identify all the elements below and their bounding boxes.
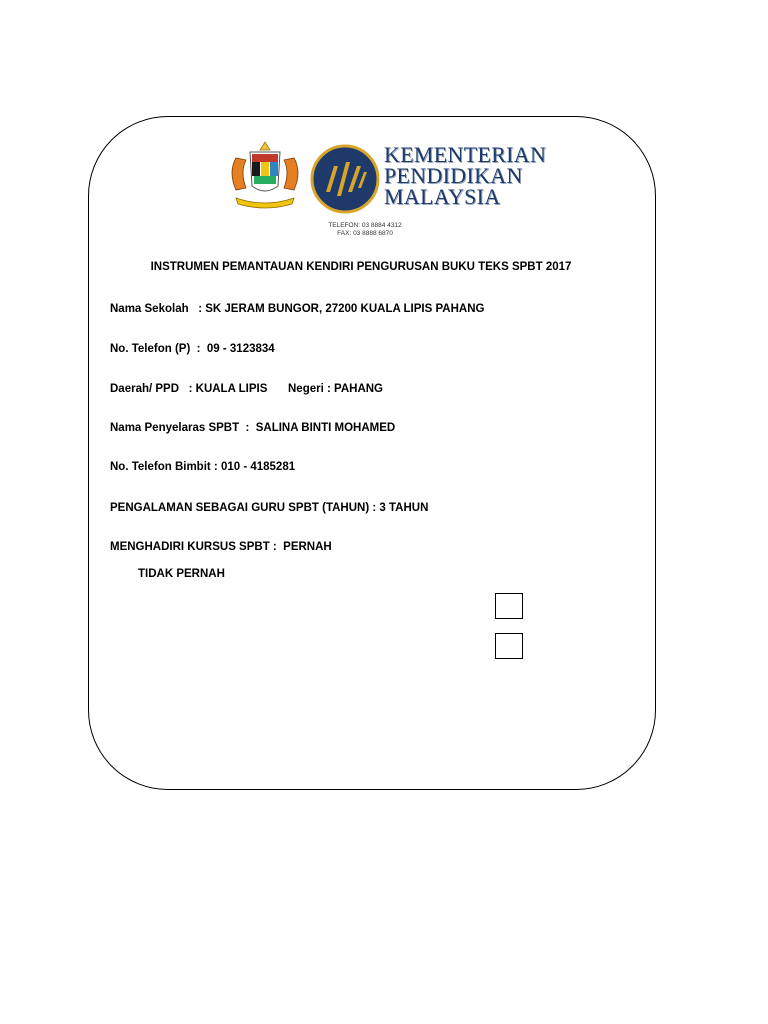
ministry-line-1: KEMENTERIAN bbox=[384, 142, 547, 167]
daerah-field: Daerah/ PPD : KUALA LIPIS bbox=[110, 383, 268, 395]
nama-sekolah-field: Nama Sekolah : SK JERAM BUNGOR, 27200 KUALA LIPIS PAHANG bbox=[110, 303, 485, 315]
coat-of-arms-icon bbox=[222, 138, 308, 212]
ministry-line-2: PENDIDIKAN bbox=[384, 163, 523, 188]
ministry-wordmark bbox=[384, 144, 546, 207]
penyelaras-field: Nama Penyelaras SPBT : SALINA BINTI MOHAMED bbox=[110, 422, 396, 434]
pernah-checkbox[interactable] bbox=[495, 593, 523, 619]
kpm-emblem-icon bbox=[310, 144, 380, 214]
telefon-bimbit-field: No. Telefon Bimbit : 010 - 4185281 bbox=[110, 461, 296, 473]
tidak-pernah-checkbox[interactable] bbox=[495, 633, 523, 659]
ministry-line-3: MALAYSIA bbox=[384, 184, 501, 209]
contact-info bbox=[300, 222, 430, 238]
tidak-pernah-option: TIDAK PERNAH bbox=[138, 568, 225, 580]
telefon-line: TELEFON: 03 8884 4312 bbox=[328, 222, 402, 229]
telefon-p-field: No. Telefon (P) : 09 - 3123834 bbox=[110, 343, 275, 355]
form-title: INSTRUMEN PEMANTAUAN KENDIRI PENGURUSAN BUKU TEKS SPBT 2017 bbox=[150, 261, 572, 273]
fax-line: FAX: 03 8888 6870 bbox=[337, 230, 393, 237]
pengalaman-field: PENGALAMAN SEBAGAI GURU SPBT (TAHUN) : 3 TAHUN bbox=[110, 502, 429, 514]
negeri-field: Negeri : PAHANG bbox=[288, 383, 383, 395]
form-card bbox=[88, 116, 656, 790]
header-logos bbox=[222, 138, 552, 216]
kursus-field: MENGHADIRI KURSUS SPBT : PERNAH bbox=[110, 541, 332, 553]
